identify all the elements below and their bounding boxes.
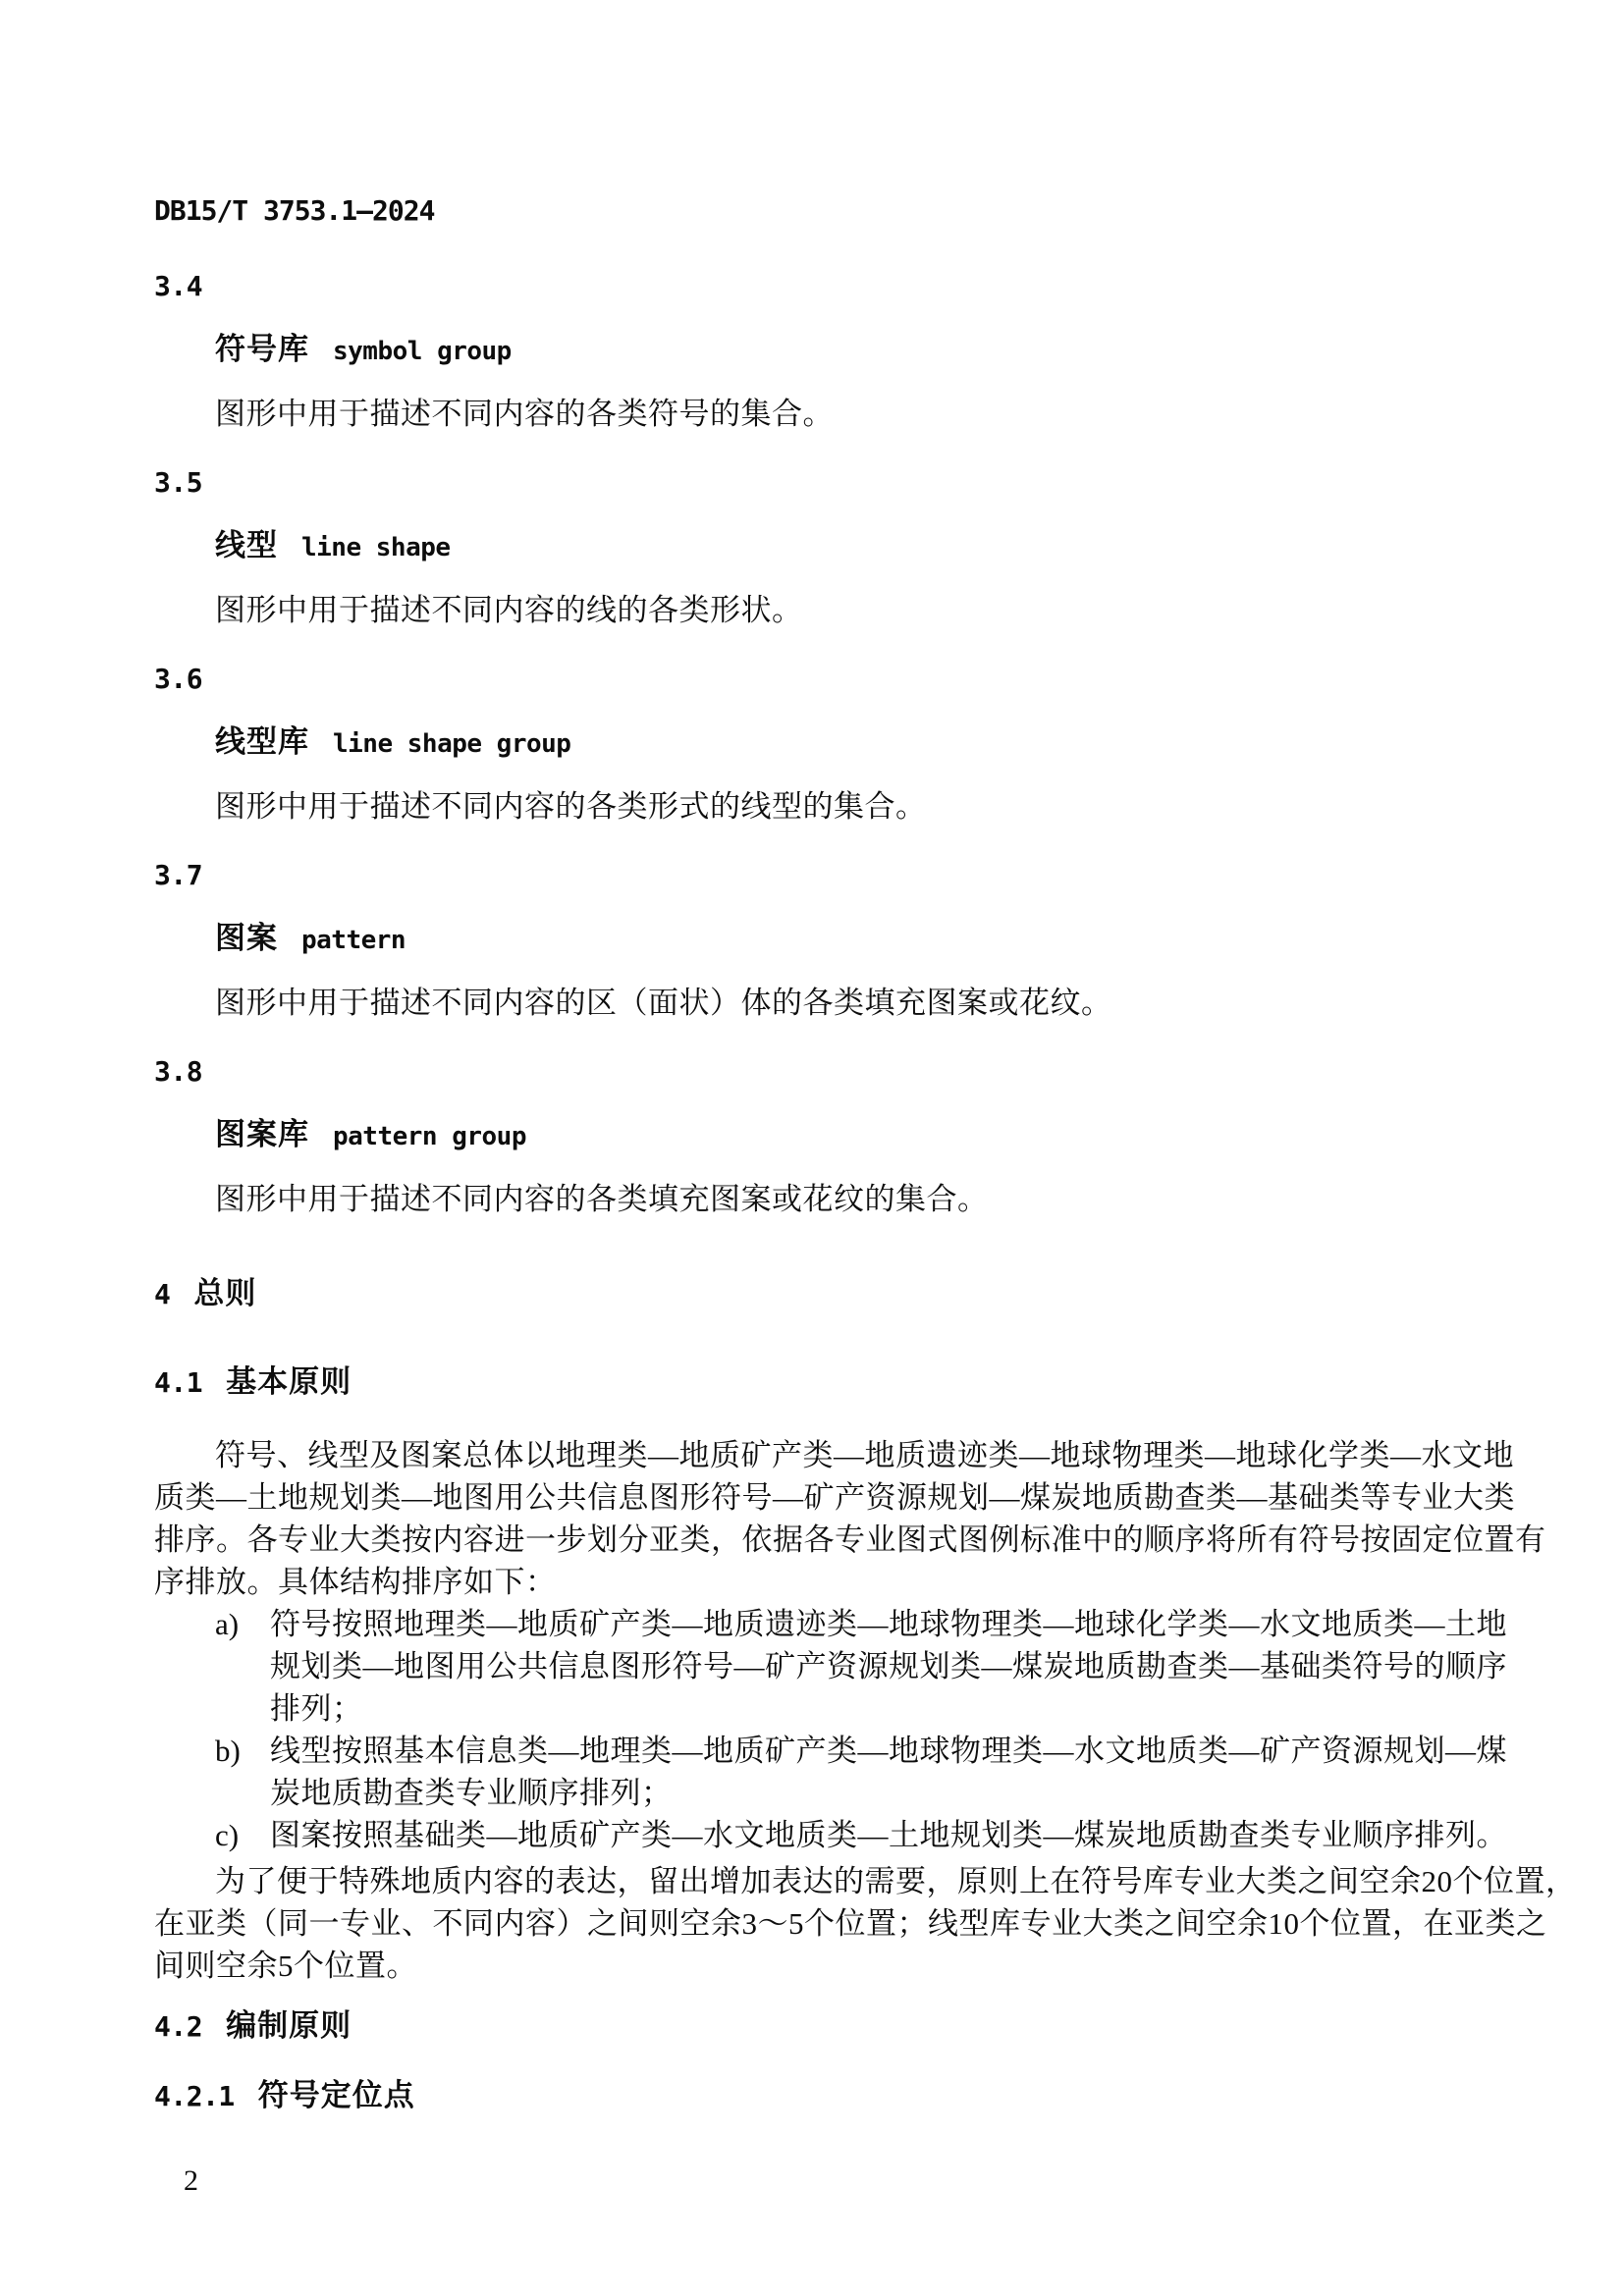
term-definition: 图形中用于描述不同内容的区（面状）体的各类填充图案或花纹。 <box>215 986 1112 1020</box>
section-number: 4.2.1 <box>154 2080 235 2112</box>
term-title-en: symbol group <box>333 337 512 366</box>
paragraph-reserved-positions <box>154 1860 1577 1987</box>
term-definition: 图形中用于描述不同内容的各类填充图案或花纹的集合。 <box>215 1182 989 1216</box>
standard-number-header: DB15/T 3753.1—2024 <box>154 194 435 227</box>
section-heading-42 <box>154 2005 1487 2053</box>
term-clause <box>154 462 1487 631</box>
section-title: 符号定位点 <box>257 2078 415 2112</box>
list-item-marker: b) <box>215 1734 241 1768</box>
section-number: 4.1 <box>154 1366 203 1399</box>
term-definition: 图形中用于描述不同内容的各类形式的线型的集合。 <box>215 789 927 824</box>
section-number: 4.2 <box>154 2010 203 2043</box>
term-clause <box>154 266 1487 435</box>
term-title-zh: 图案库 <box>215 1117 309 1151</box>
list-item-line: 规划类—地图用公共信息图形符号—矿产资源规划类—煤炭地质勘查类—基础类符号的顺序 <box>270 1649 1507 1683</box>
term-clause-number: 3.6 <box>154 663 203 695</box>
paragraph-line: 序排放。具体结构排序如下： <box>154 1565 557 1599</box>
term-title-en: line shape <box>301 533 451 562</box>
term-clause <box>154 659 1487 828</box>
term-title-en: pattern <box>301 926 406 955</box>
list-item-line: a) 符号按照地理类—地质矿产类—地质遗迹类—地球物理类—地球化学类—水文地质类—土地 <box>154 1603 1487 1645</box>
paragraph-basic-principles <box>154 1434 1546 1603</box>
list-item-marker: c) <box>215 1818 240 1852</box>
term-clause <box>154 855 1487 1024</box>
term-definition: 图形中用于描述不同内容的各类符号的集合。 <box>215 397 834 431</box>
term-clause-number: 3.7 <box>154 859 203 891</box>
term-clause-number: 3.4 <box>154 270 203 302</box>
term-title-zh: 图案 <box>215 921 278 955</box>
paragraph-line: 符号、线型及图案总体以地理类—地质矿产类—地质遗迹类—地球物理类—地球化学类—水文地 <box>215 1438 1514 1472</box>
section-title: 基本原则 <box>226 1364 352 1399</box>
term-title-en: line shape group <box>333 729 571 759</box>
list-item-line: c) 图案按照基础类—地质矿产类—水文地质类—土地规划类—煤炭地质勘查类专业顺序排列。 <box>154 1814 1487 1856</box>
paragraph-line: 间则空余5个位置。 <box>154 1949 417 1983</box>
term-title-zh: 线型库 <box>215 724 309 759</box>
paragraph-line: 在亚类（同一专业、不同内容）之间则空余3～5个位置；线型库专业大类之间空余10个位置，在亚类之 <box>154 1906 1547 1941</box>
paragraph-line: 排序。各专业大类按内容进一步划分亚类，依据各专业图式图例标准中的顺序将所有符号按固定位置有 <box>154 1522 1546 1557</box>
page-number: 2 <box>184 2164 198 2197</box>
list-item-marker: a) <box>215 1607 240 1641</box>
paragraph-line: 质类—土地规划类—地图用公共信息图形符号—矿产资源规划—煤炭地质勘查类—基础类等专业大类 <box>154 1480 1515 1515</box>
list-item-line: 炭地质勘查类专业顺序排列； <box>270 1776 673 1810</box>
section-heading-421 <box>154 2075 1487 2122</box>
term-title <box>154 525 1487 572</box>
chapter-title: 总则 <box>193 1276 257 1310</box>
term-title <box>154 329 1487 376</box>
chapter-number: 4 <box>154 1278 171 1310</box>
paragraph-line: 为了便于特殊地质内容的表达，留出增加表达的需要，原则上在符号库专业大类之间空余20个位置， <box>215 1864 1577 1898</box>
section-title: 编制原则 <box>226 2008 352 2043</box>
term-definition: 图形中用于描述不同内容的线的各类形状。 <box>215 593 803 627</box>
section-heading-41 <box>154 1362 1487 1409</box>
term-clause <box>154 1051 1487 1220</box>
term-title-en: pattern group <box>333 1122 526 1151</box>
chapter-heading <box>154 1273 1487 1320</box>
terms-clauses <box>154 266 1487 1220</box>
term-clause-number: 3.8 <box>154 1055 203 1088</box>
term-title <box>154 1114 1487 1161</box>
term-title-zh: 符号库 <box>215 332 309 366</box>
term-clause-number: 3.5 <box>154 466 203 499</box>
ordered-list <box>154 1603 1507 1856</box>
term-title <box>154 918 1487 965</box>
term-title <box>154 721 1487 769</box>
list-item-line: 排列； <box>270 1691 363 1726</box>
list-item-line: b) 线型按照基本信息类—地理类—地质矿产类—地球物理类—水文地质类—矿产资源规划—煤 <box>154 1730 1487 1772</box>
term-title-zh: 线型 <box>215 528 278 562</box>
